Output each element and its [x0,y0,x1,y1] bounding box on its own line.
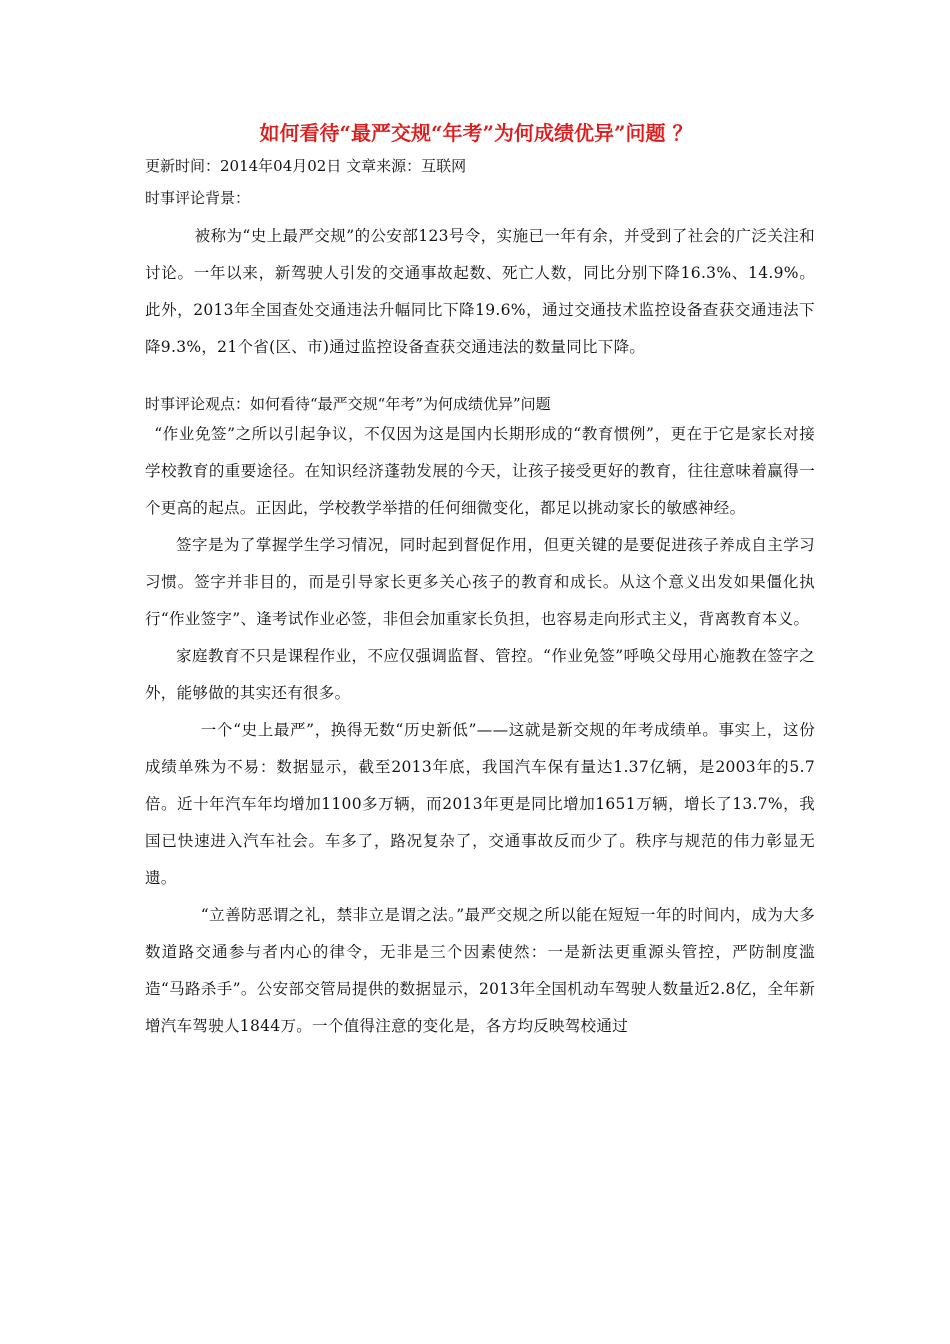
viewpoint-label: 时事评论观点：如何看待“最严交规“年考”为何成绩优异”问题 [145,395,551,413]
body-paragraph: 签字是为了掌握学生学习情况，同时起到督促作用，但更关键的是要促进孩子养成自主学习习惯。签字并非目的，而是引导家长更多关心孩子的教育和成长。从这个意义出发如果僵化执行“作业签字”、逢考试作业必签，非但会加重家长负担，也容易走向形式主义，背离教育本义。 [145,536,815,628]
body-paragraph: 一个“史上最严”，换得无数“历史新低”——这就是新交规的年考成绩单。事实上，这份成绩单殊为不易：数据显示，截至2013年底，我国汽车保有量达1.37亿辆，是2003年的5.7倍。近十年汽车年均增加1100多万辆，而2013年更是同比增加1651万辆，增长了13.7%，我国已快速进入汽车社会。车多了，路况复杂了，交通事故反而少了。秩序与规范的伟力彰显无遗。 [145,721,815,887]
body-paragraph: “作业免签”之所以引起争议，不仅因为这是国内长期形成的“教育惯例”，更在于它是家长对接学校教育的重要途径。在知识经济蓬勃发展的今天，让孩子接受更好的教育，往往意味着赢得一个更高的起点。正因此，学校教学举措的任何细微变化，都足以挑动家长的敏感神经。 [145,425,815,517]
background-paragraph: 被称为“史上最严交规”的公安部123号令，实施已一年有余，并受到了社会的广泛关注和讨论。一年以来，新驾驶人引发的交通事故起数、死亡人数，同比分别下降16.3%、14.9%。此外，2013年全国查处交通违法升幅同比下降19.6%，通过交通技术监控设备查获交通违法下降9.3%，21个省(区、市)通过监控设备查获交通违法的数量同比下降。 [145,227,815,356]
spacer [145,210,815,218]
body-paragraph: 家庭教育不只是课程作业，不应仅强调监督、管控。“作业免签”呼唤父母用心施教在签字之外，能够做的其实还有很多。 [145,647,815,702]
spacer [145,178,815,186]
document-page [145,118,815,1045]
body-paragraph: “立善防恶谓之礼，禁非立是谓之法。”最严交规之所以能在短短一年的时间内，成为大多数道路交通参与者内心的律令，无非是三个因素使然：一是新法更重源头管控，严防制度滥造“马路杀手”。公安部交管局提供的数据显示，2013年全国机动车驾驶人数量近2.8亿，全年新增汽车驾驶人1844万。一个值得注意的变化是，各方均反映驾校通过 [145,906,815,1035]
article-title: 如何看待“最严交规“年考”为何成绩优异”问题 ？ [259,121,693,145]
article-meta: 更新时间：2014年04月02日 文章来源：互联网 [145,157,467,175]
background-label: 时事评论背景： [145,189,251,207]
spacer [145,366,815,392]
